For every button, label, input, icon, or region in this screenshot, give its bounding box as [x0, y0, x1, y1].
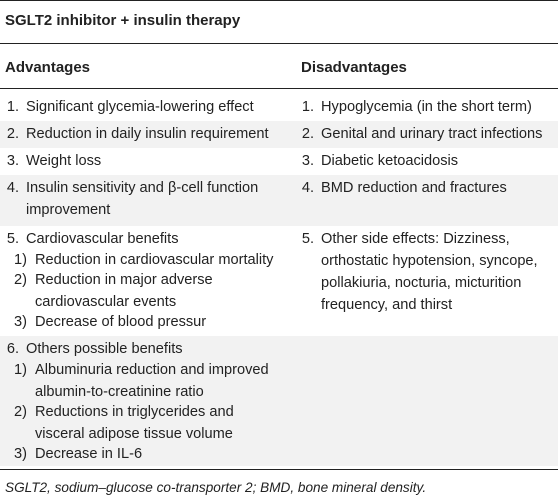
- advantage-item-number: 5.: [6, 231, 19, 247]
- advantage-subitem-text: Decrease of blood pressur: [35, 314, 207, 330]
- advantage-subitem-number: 2): [14, 404, 27, 420]
- disadvantage-item-number: 3.: [301, 153, 314, 169]
- advantage-subitem-number: 2): [14, 272, 27, 288]
- advantage-item-number: 4.: [6, 180, 19, 196]
- disadvantage-item-text: Other side effects: Dizziness,: [321, 231, 510, 247]
- advantage-item-number: 3.: [6, 153, 19, 169]
- advantage-item-number: 1.: [6, 99, 19, 115]
- title-rule: [0, 43, 558, 44]
- table-footnote: SGLT2, sodium–glucose co-transporter 2; BMD, bone mineral density.: [5, 480, 427, 495]
- advantage-subitem-number: 1): [14, 252, 27, 268]
- advantage-item-text: improvement: [26, 202, 111, 218]
- advantage-item-text: Reduction in daily insulin requirement: [26, 126, 269, 142]
- advantage-subitem-text: cardiovascular events: [35, 294, 177, 310]
- advantage-subitem-text: albumin-to-creatinine ratio: [35, 384, 204, 400]
- advantage-subitem-text: Reduction in major adverse: [35, 272, 213, 288]
- header-rule: [0, 88, 558, 89]
- advantage-item-text: Insulin sensitivity and β-cell function: [26, 180, 259, 196]
- disadvantage-item-number: 2.: [301, 126, 314, 142]
- advantage-item-text: Others possible benefits: [26, 341, 183, 357]
- disadvantage-item-number: 5.: [301, 231, 314, 247]
- disadvantages-header: Disadvantages: [301, 59, 407, 76]
- disadvantage-item-text: frequency, and thirst: [321, 297, 453, 313]
- advantage-item-number: 6.: [6, 341, 19, 357]
- advantage-subitem-text: Decrease in IL-6: [35, 446, 143, 462]
- advantage-subitem-number: 3): [14, 446, 27, 462]
- disadvantage-item-text: orthostatic hypotension, syncope,: [321, 253, 538, 269]
- advantages-header: Advantages: [5, 59, 91, 76]
- disadvantage-item-text: Diabetic ketoacidosis: [321, 153, 459, 169]
- advantage-item-text: Cardiovascular benefits: [26, 231, 179, 247]
- disadvantage-item-text: pollakiuria, nocturia, micturition: [321, 275, 522, 291]
- advantage-subitem-text: Albuminuria reduction and improved: [35, 362, 269, 378]
- advantage-item-text: Weight loss: [26, 153, 102, 169]
- table-title: SGLT2 inhibitor + insulin therapy: [5, 12, 241, 29]
- disadvantage-item-number: 1.: [301, 99, 314, 115]
- advantage-item-text: Significant glycemia-lowering effect: [26, 99, 254, 115]
- disadvantage-item-text: Genital and urinary tract infections: [321, 126, 543, 142]
- bottom-rule: [0, 469, 558, 470]
- advantage-subitem-text: Reductions in triglycerides and: [35, 404, 234, 420]
- disadvantage-item-number: 4.: [301, 180, 314, 196]
- advantage-subitem-number: 3): [14, 314, 27, 330]
- advantage-item-number: 2.: [6, 126, 19, 142]
- top-rule: [0, 0, 558, 1]
- advantage-subitem-text: Reduction in cardiovascular mortality: [35, 252, 274, 268]
- advantage-subitem-text: visceral adipose tissue volume: [35, 426, 233, 442]
- disadvantage-item-text: Hypoglycemia (in the short term): [321, 99, 532, 115]
- advantage-subitem-number: 1): [14, 362, 27, 378]
- disadvantage-item-text: BMD reduction and fractures: [321, 180, 507, 196]
